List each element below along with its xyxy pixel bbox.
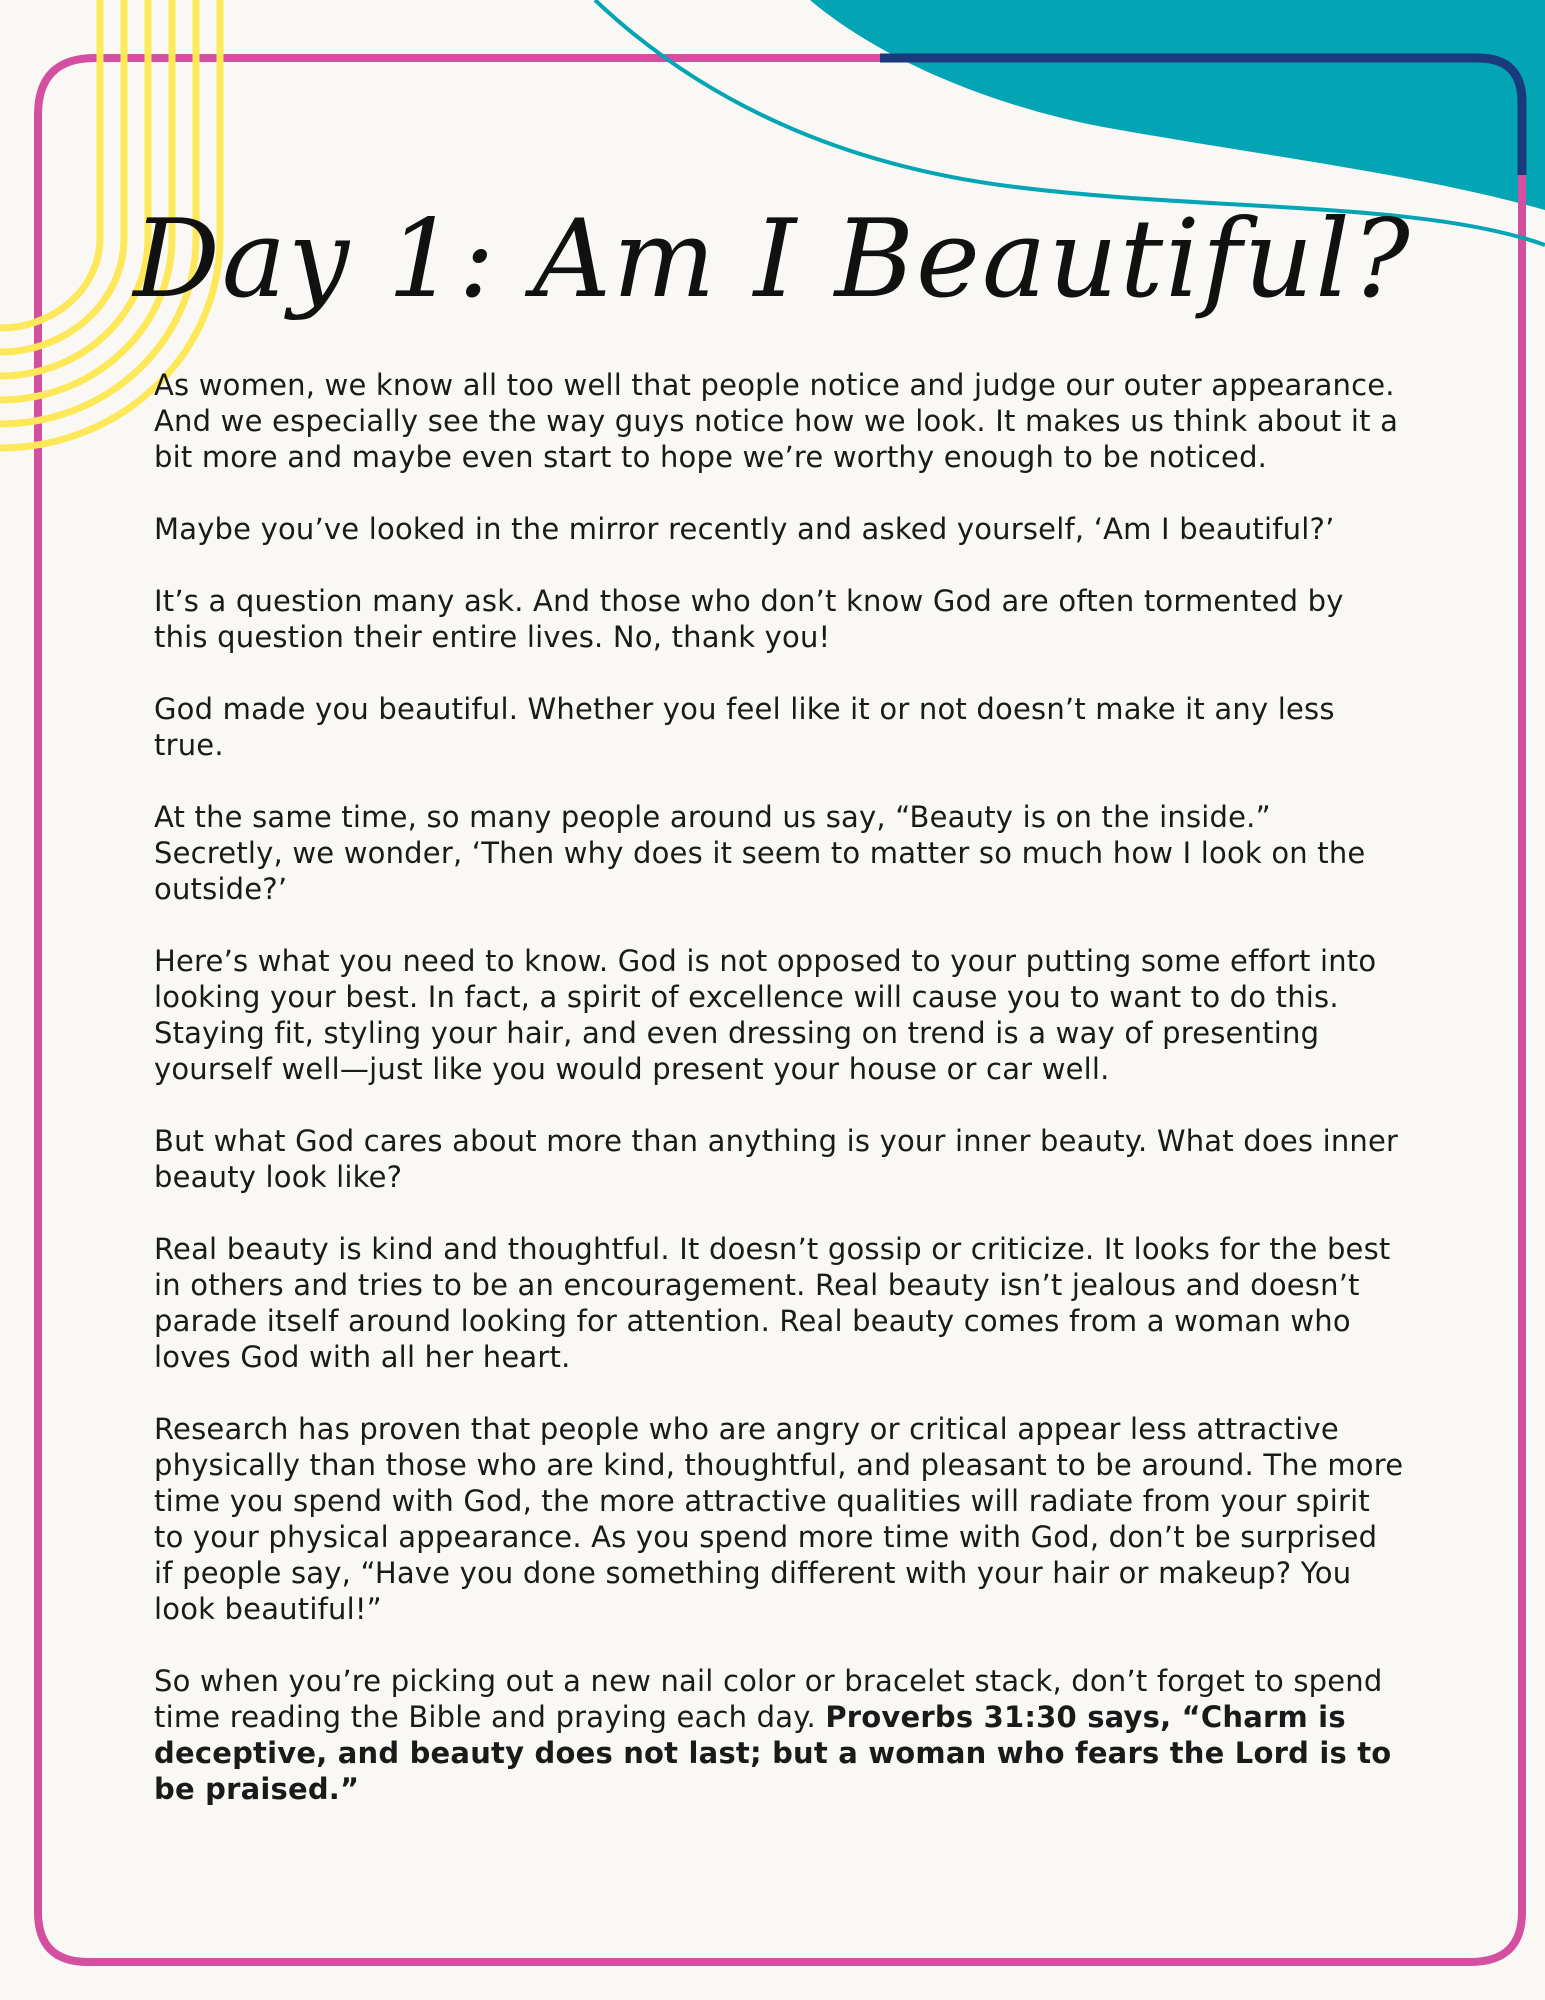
- paragraph: Here’s what you need to know. God is not opposed to your putting some effort into looking your best. In fact, a spirit of excellence will cause you to want to do this. Staying fit, styling your hair, and even dressing on trend is a way of presenting yourself well—just like you would present your house or car well.: [154, 944, 1377, 1086]
- paragraph: At the same time, so many people around us say, “Beauty is on the inside.” Secretly, we wonder, ‘Then why does it seem to matter so much how I look on the outside?’: [154, 800, 1366, 906]
- page-title: Day 1: Am I Beautiful?: [133, 197, 1412, 322]
- paragraph: It’s a question many ask. And those who don’t know God are often tormented by this question their entire lives. No, thank you!: [154, 584, 1344, 654]
- paragraph: But what God cares about more than anything is your inner beauty. What does inner beauty look like?: [154, 1124, 1399, 1194]
- paragraph: Maybe you’ve looked in the mirror recently and asked yourself, ‘Am I beautiful?’: [154, 512, 1335, 546]
- paragraph: Research has proven that people who are angry or critical appear less attractive physically than those who are kind, thoughtful, and pleasant to be around. The more time you spend with God, the more attractive qualities will radiate from your spirit to your physical appearance. As you spend more time with God, don’t be surprised if people say, “Have you done something different with your hair or makeup? You look beautiful!”: [154, 1412, 1404, 1626]
- paragraph: As women, we know all too well that people notice and judge our outer appearance. And we especially see the way guys notice how we look. It makes us think about it a bit more and maybe even start to hope we’re worthy enough to be noticed.: [154, 368, 1399, 474]
- closing-paragraph: [154, 1663, 1404, 1807]
- paragraph: Real beauty is kind and thoughtful. It doesn’t gossip or criticize. It looks for the best in others and tries to be an encouragement. Real beauty isn’t jealous and doesn’t parade itself around looking for attention. Real beauty comes from a woman who loves God with all her heart.: [154, 1232, 1391, 1374]
- teal-wave-shape: [810, 0, 1545, 210]
- scripture-quote: Proverbs 31:30 says, “Charm is deceptive, and beauty does not last; but a woman who fears the Lord is to be praised.”: [154, 1700, 1392, 1806]
- paragraph: God made you beautiful. Whether you feel like it or not doesn’t make it any less true.: [154, 692, 1335, 762]
- closing-text: So when you’re picking out a new nail color or bracelet stack, don’t forget to spend time reading the Bible and praying each day.: [154, 1664, 1383, 1734]
- body-text: [154, 367, 1404, 1843]
